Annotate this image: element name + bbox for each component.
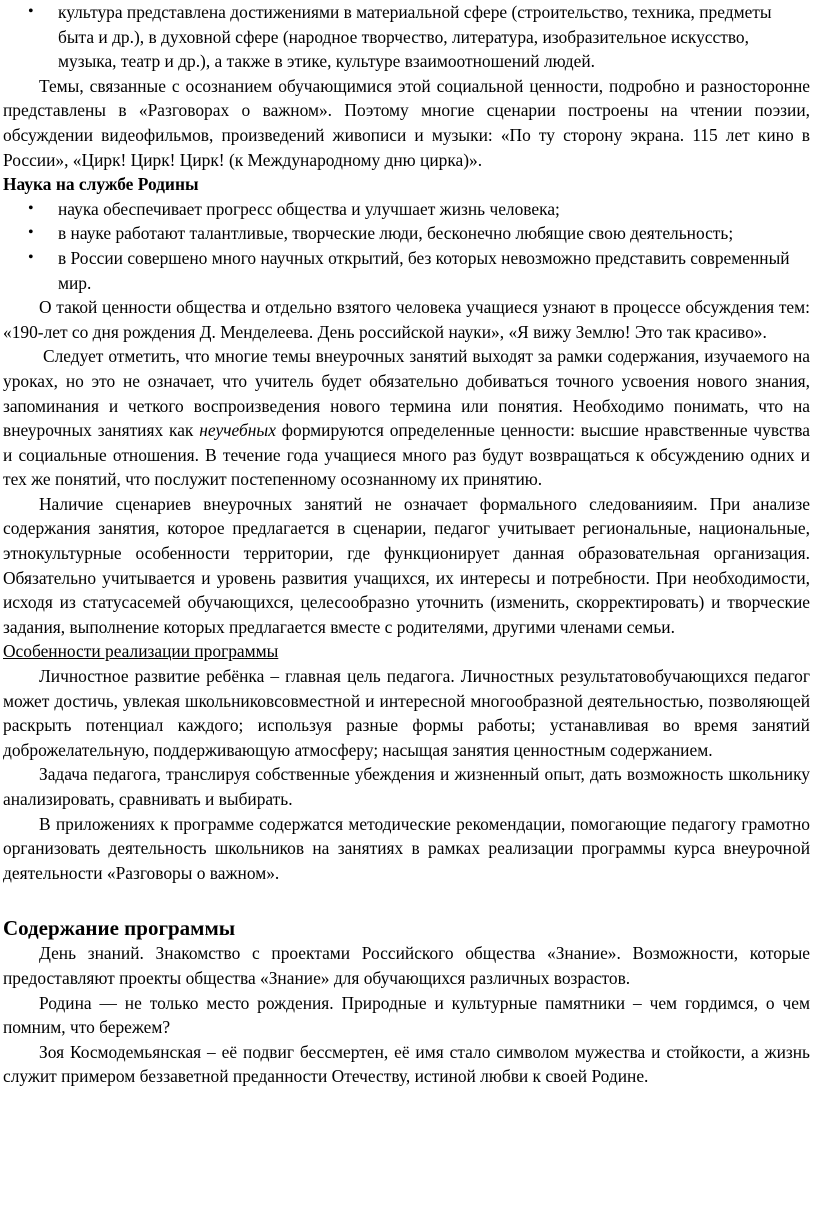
paragraph: Родина — не только место рождения. Природные и культурные памятники – чем гордимся, о чем помним, что бережем? (3, 992, 810, 1038)
list-item (28, 197, 810, 222)
culture-bullet-list (3, 0, 810, 74)
paragraph: В приложениях к программе содержатся методические рекомендации, помогающие педагогу грамотно организовать деятельность школьников на занятиях в рамках реализации программы курса внеурочной деятельности «Разговоры о важном». (3, 813, 810, 883)
list-item-text: в России совершено много научных открытий, без которых невозможно представить современный мир. (58, 247, 790, 293)
bullet-icon: • (28, 248, 34, 266)
bullet-icon: • (28, 224, 34, 242)
paragraph: День знаний. Знакомство с проектами Российского общества «Знание». Возможности, которые предоставляют проекты общества «Знание» для обучающихся различных возрастов. (3, 943, 810, 988)
paragraph-text: Следует отметить, что многие темы внеурочных занятий выходят за рамки содержания, изучаемого на уроках, но это не означает, что учитель будет обязательно добиваться точного усвоения нового знания, запоминания и четкого воспроизведения нового термина или понятия. Необходимо понимать, что на внеурочных занятиях как (3, 346, 810, 441)
list-item-text: наука обеспечивает прогресс общества и улучшает жизнь человека; (58, 198, 560, 219)
paragraph: Задача педагога, транслируя собственные убеждения и жизненный опыт, дать возможность школьнику анализировать, сравнивать и выбирать. (3, 764, 810, 809)
paragraph: Личностное развитие ребёнка – главная цель педагога. Личностных результатовобучающихся педагог может достичь, увлекая школьниковсовместной и интересной многообразной деятельностью, позволяющей раскрыть потенциал каждого; используя разные формы работы; устанавливая во время занятий доброжелательную, поддерживающую атмосферу; насыщая занятия ценностным содержанием. (3, 666, 810, 760)
list-item (28, 221, 810, 246)
paragraph: Зоя Космодемьянская – её подвиг бессмертен, её имя стало символом мужества и стойкости, а жизнь служит примером беззаветной преданности Отечеству, истиной любви к своей Родине. (3, 1041, 810, 1087)
bullet-icon: • (28, 3, 34, 20)
list-item (28, 246, 810, 295)
section-heading-science: Наука на службе Родины (3, 174, 199, 195)
paragraph: Темы, связанные с осознанием обучающимися этой социальной ценности, подробно и разносторонне представлены в «Разговорах о важном». Поэтому многие сценарии построены на чтении поэзии, обсуждении видеофильмов, произведений живописи и музыки: «По ту сторону экрана. 115 лет кино в России», «Цирк! Цирк! Цирк! (к Международному дню цирка)». (3, 75, 810, 170)
list-item-text: культура представлена достижениями в материальной сфере (строительство, техника, предметы быта и др.), в духовной сфере (народное творчество, литература, изобразительное искусство, музыка, театр и др.), а также в этике, культуре взаимоотношений людей. (58, 2, 772, 72)
section-title-contents: Содержание программы (3, 916, 236, 941)
paragraph-text: формируются определенные ценности: высшие нравственные чувства и социальные отношения. В течение года учащиеся много раз будут возвращаться к обсуждению одних и тех же понятий, что послужит постепенному осознанному их принятию. (3, 420, 810, 490)
paragraph: О такой ценности общества и отдельно взятого человека учащиеся узнают в процессе обсуждения тем: «190-лет со дня рождения Д. Менделеева. День российской науки», «Я вижу Землю! Это так красиво». (3, 297, 810, 342)
bullet-icon: • (28, 199, 34, 217)
paragraph (3, 344, 810, 492)
science-bullet-list (3, 197, 810, 295)
list-item (28, 0, 810, 74)
list-item-text: в науке работают талантливые, творческие люди, бесконечно любящие свою деятельность; (58, 223, 734, 244)
paragraph: Наличие сценариев внеурочных занятий не означает формального следованияим. При анализе содержания занятия, которое предлагается в сценарии, педагог учитывает региональные, национальные, этнокультурные особенности территории, где функционирует данная образовательная организация. Обязательно учитывается и уровень развития учащихся, их интересы и потребности. При необходимости, исходя из статусасемей обучающихся, целесообразно уточнить (изменить, скорректировать) и творческие задания, выполнение которых предлагается вместе с родителями, другими членами семьи. (3, 493, 810, 637)
section-heading-features: Особенности реализации программы (3, 641, 279, 662)
italic-term: неучебных (199, 420, 276, 441)
